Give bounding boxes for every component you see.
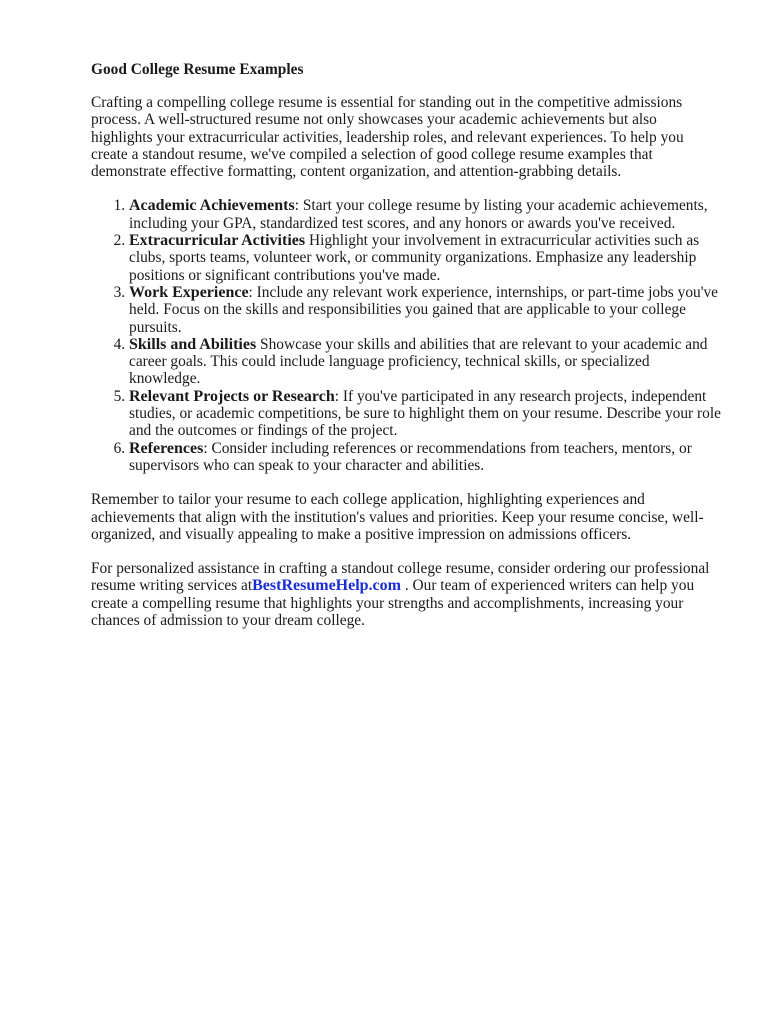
document-title: Good College Resume Examples [91, 61, 304, 78]
list-item-term: References [129, 439, 204, 457]
list-item [129, 284, 721, 336]
list-item [129, 440, 721, 475]
cta-text-before: For personalized assistance in crafting a standout college resume, consider ordering our professional resume writing services at [91, 560, 710, 595]
bestresumehelp-link[interactable]: BestResumeHelp.com [252, 577, 401, 595]
list-item-text: : Consider including references or recommendations from teachers, mentors, or supervisors who can speak to your character and abilities. [129, 439, 692, 474]
closing-paragraph: Remember to tailor your resume to each college application, highlighting experiences and achievements that align with the institution's values and priorities. Keep your resume concise, well-organized, and visually appealing to make a positive impression on admissions officers. [91, 491, 704, 543]
list-item [129, 197, 721, 232]
document-page [91, 60, 721, 646]
list-item [129, 388, 721, 440]
list-item-term: Extracurricular Activities [129, 232, 306, 250]
list-item [129, 336, 721, 388]
list-item-text: Showcase your skills and abilities that are relevant to your academic and career goals. This could include language proficiency, technical skills, or specialized knowledge. [129, 335, 708, 388]
list-item-term: Academic Achievements [129, 197, 295, 215]
list-item-term: Work Experience [129, 283, 249, 301]
list-item-text: Highlight your involvement in extracurricular activities such as clubs, sports teams, volunteer work, or community organizations. Emphasize any leadership positions or significant contributions you've made. [129, 232, 700, 284]
cta-text-after: . Our team of experienced writers can help you create a compelling resume that highlights your strengths and accomplishments, increasing your chances of admission to your dream college. [91, 577, 695, 630]
tips-list [91, 197, 721, 474]
list-item [129, 232, 721, 284]
list-item-term: Relevant Projects or Research [129, 387, 335, 405]
list-item-text: : If you've participated in any research projects, independent studies, or academic competitions, be sure to highlight them on your resume. Describe your role and the outcomes or findings of the project. [129, 387, 721, 440]
intro-paragraph: Crafting a compelling college resume is essential for standing out in the competitive admissions process. A well-structured resume not only showcases your academic achievements but also highlights your extracurricular activities, leadership roles, and relevant experiences. To help you create a standout resume, we've compiled a selection of good college resume examples that demonstrate effective formatting, content organization, and attention-grabbing details. [91, 94, 684, 181]
list-item-text: : Include any relevant work experience, internships, or part-time jobs you've held. Focus on the skills and responsibilities you gained that are applicable to your college pursuits. [129, 283, 719, 336]
list-item-text: : Start your college resume by listing your academic achievements, including your GPA, standardized test scores, and any honors or awards you've received. [129, 197, 708, 232]
list-item-term: Skills and Abilities [129, 335, 257, 353]
cta-paragraph [91, 560, 721, 629]
